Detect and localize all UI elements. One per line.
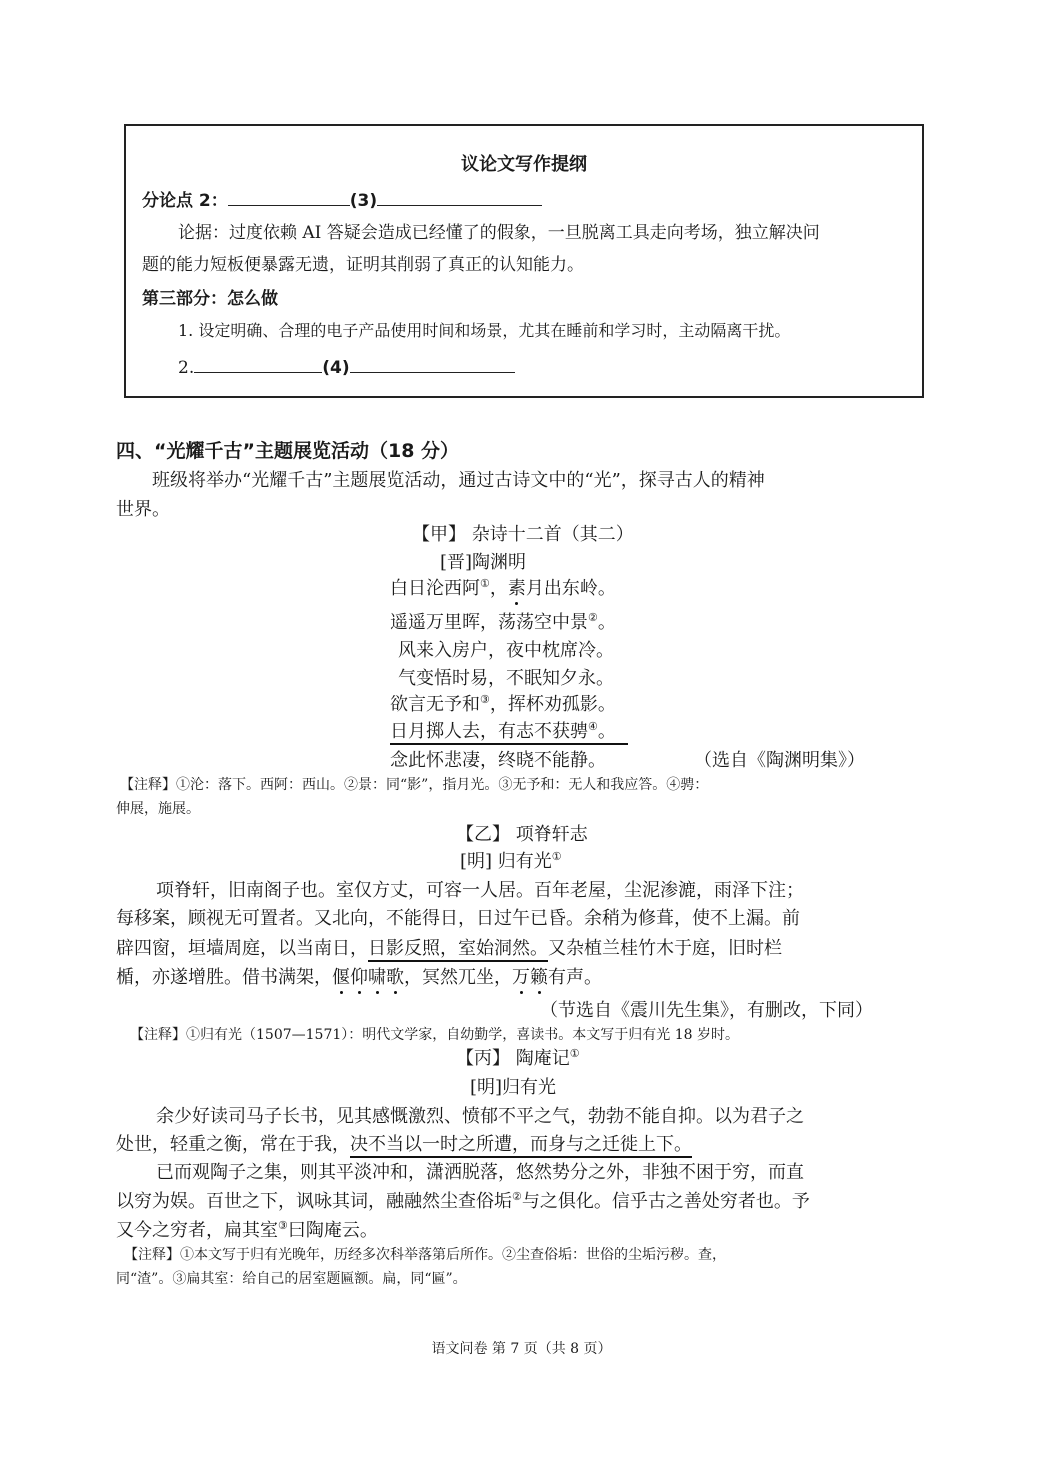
yi-note: 【注释】①归有光（1507—1571）：明代文学家，自幼勤学，喜读书。本文写于归有光 18 岁时。 xyxy=(130,1027,739,1043)
bing-paragraph-line-5 xyxy=(116,1216,378,1242)
answer-blank-3[interactable] xyxy=(377,187,542,206)
prose-yi-title: 【乙】 项脊轩志 xyxy=(456,824,588,845)
prose-text: ，冥然兀坐， xyxy=(404,967,512,988)
item2-prefix: 2. xyxy=(178,358,195,378)
footnote-marker: ④ xyxy=(588,720,598,733)
poem-jia-author: [晋]陶渊明 xyxy=(440,552,527,573)
prose-yi-source: （节选自《震川先生集》，有删改，下同） xyxy=(540,1000,873,1021)
poem-line-5 xyxy=(390,690,616,716)
footnote-marker: ③ xyxy=(480,693,490,706)
dotted-phrase: 偃仰啸歌 xyxy=(332,967,404,988)
poem-text: 白日沦西阿 xyxy=(390,578,480,599)
author-text: [明] 归有光 xyxy=(460,851,552,872)
poem-line-1 xyxy=(390,574,616,600)
poem-text: 欲言无予和 xyxy=(390,694,480,715)
poem-text: 。 xyxy=(597,721,616,742)
outline-item-2-line xyxy=(178,354,515,378)
poem-text: 。 xyxy=(597,612,616,633)
poem-text: ，挥杯劝孤影。 xyxy=(489,694,616,715)
prose-text: 曰陶庵云。 xyxy=(287,1220,378,1241)
prose-text: 辟四窗，垣墙周庭，以当南日， xyxy=(116,938,368,959)
underlined-line xyxy=(390,721,628,745)
yi-paragraph-line-4 xyxy=(116,963,602,989)
section-intro-line-2: 世界。 xyxy=(116,499,170,520)
poem-text: 遥遥万里晖，荡荡空中景 xyxy=(390,612,588,633)
poem-jia-title: 【甲】 杂诗十二首（其二） xyxy=(412,524,634,545)
poem-text: ， xyxy=(489,578,508,599)
bing-note-line-1: 【注释】①本文写于归有光晚年，历经多次科举落第后所作。②尘查俗垢：世俗的尘垢污秽。查， xyxy=(124,1247,726,1263)
poem-line-4: 气变悟时易，不眠知夕永。 xyxy=(398,668,614,689)
prose-bing-title xyxy=(456,1044,580,1070)
poem-line-2 xyxy=(390,608,616,634)
prose-text: 楯，亦遂增胜。借书满架， xyxy=(116,967,332,988)
poem-jia-source: （选自《陶渊明集》） xyxy=(694,750,865,771)
footnote-marker: ① xyxy=(480,577,490,590)
outline-item-1: 1. 设定明确、合理的电子产品使用时间和场景，尤其在睡前和学习时，主动隔离干扰。 xyxy=(178,321,791,340)
poem-line-3: 风来入房户，夜中枕席冷。 xyxy=(398,640,614,661)
prose-text: 有声。 xyxy=(548,967,602,988)
blank-marker-3: (3) xyxy=(349,191,378,211)
outline-point2-line xyxy=(142,186,542,211)
dotted-phrase: 万籁 xyxy=(512,967,548,988)
answer-blank[interactable] xyxy=(228,187,350,206)
poem-line-6 xyxy=(390,717,628,743)
prose-text: 以穷为娱。百世之下，讽咏其词，融融然尘查俗垢 xyxy=(116,1191,512,1212)
prose-text: 又今之穷者，扁其室 xyxy=(116,1220,278,1241)
jia-note-line-1: 【注释】①沦：落下。西阿：西山。②景：同“影”，指月光。③无予和：无人和我应答。④骋： xyxy=(120,777,709,793)
bing-paragraph-line-4 xyxy=(116,1187,810,1213)
footnote-marker: ① xyxy=(569,1047,580,1060)
bing-paragraph-line-3: 已而观陶子之集，则其平淡冲和，潇洒脱落，悠然势分之外，非独不困于穷，而直 xyxy=(156,1162,804,1183)
part3-label: 第三部分：怎么做 xyxy=(142,289,278,309)
section-intro-line-1: 班级将举办“光耀千古”主题展览活动，通过古诗文中的“光”，探寻古人的精神 xyxy=(152,470,765,491)
jia-note-line-2: 伸展，施展。 xyxy=(116,801,200,817)
yi-paragraph-line-2: 每移案，顾视无可置者。又北向，不能得日，日过午已昏。余稍为修葺，使不上漏。前 xyxy=(116,908,800,929)
yi-paragraph-line-3 xyxy=(116,934,782,960)
page-footer: 语文问卷 第 7 页（共 8 页） xyxy=(431,1341,612,1357)
underlined-sentence: 决不当以一时之所遭，而身与之迁徙上下。 xyxy=(350,1134,692,1158)
emphasis-dot-char: 素 xyxy=(507,578,526,599)
point2-label: 分论点 2： xyxy=(142,191,228,211)
prose-yi-author xyxy=(460,847,562,873)
section-heading: 四、“光耀千古”主题展览活动（18 分） xyxy=(116,440,460,462)
bing-paragraph-line-1: 余少好读司马子长书，见其感慨激烈、愤郁不平之气，勃勃不能自抑。以为君子之 xyxy=(156,1106,804,1127)
prose-text: 与之俱化。信乎古之善处穷者也。予 xyxy=(521,1191,810,1212)
blank-marker-4: (4) xyxy=(322,358,350,378)
outline-evidence-line-2: 题的能力短板便暴露无遗，证明其削弱了真正的认知能力。 xyxy=(142,255,584,275)
poem-text: 月出东岭。 xyxy=(525,578,616,599)
prose-text: 处世，轻重之衡，常在于我， xyxy=(116,1134,350,1155)
poem-line-7: 念此怀悲凄，终晓不能静。 xyxy=(390,750,606,771)
footnote-marker: ③ xyxy=(278,1219,288,1232)
prose-text: 又杂植兰桂竹木于庭，旧时栏 xyxy=(548,938,782,959)
answer-blank-4[interactable] xyxy=(350,354,515,373)
footnote-marker: ② xyxy=(588,611,598,624)
writing-outline-box xyxy=(124,124,924,398)
prose-bing-author: [明]归有光 xyxy=(470,1077,557,1098)
outline-title: 议论文写作提纲 xyxy=(461,154,587,175)
footnote-marker: ① xyxy=(551,850,562,863)
outline-evidence-line-1: 论据：过度依赖 AI 答疑会造成已经懂了的假象，一旦脱离工具走向考场，独立解决问 xyxy=(178,223,820,243)
bing-note-line-2: 同“渣”。③扁其室：给自己的居室题匾额。扁，同“匾”。 xyxy=(116,1271,467,1287)
title-text: 【丙】 陶庵记 xyxy=(456,1048,570,1069)
footnote-marker: ② xyxy=(512,1190,522,1203)
answer-blank[interactable] xyxy=(194,354,322,373)
underlined-sentence: 日影反照，室始洞然。 xyxy=(368,938,548,962)
yi-paragraph-line-1: 项脊轩，旧南阁子也。室仅方丈，可容一人居。百年老屋，尘泥渗漉，雨泽下注； xyxy=(156,880,804,901)
bing-paragraph-line-2 xyxy=(116,1130,692,1156)
poem-text: 日月掷人去，有志不获骋 xyxy=(390,721,588,742)
